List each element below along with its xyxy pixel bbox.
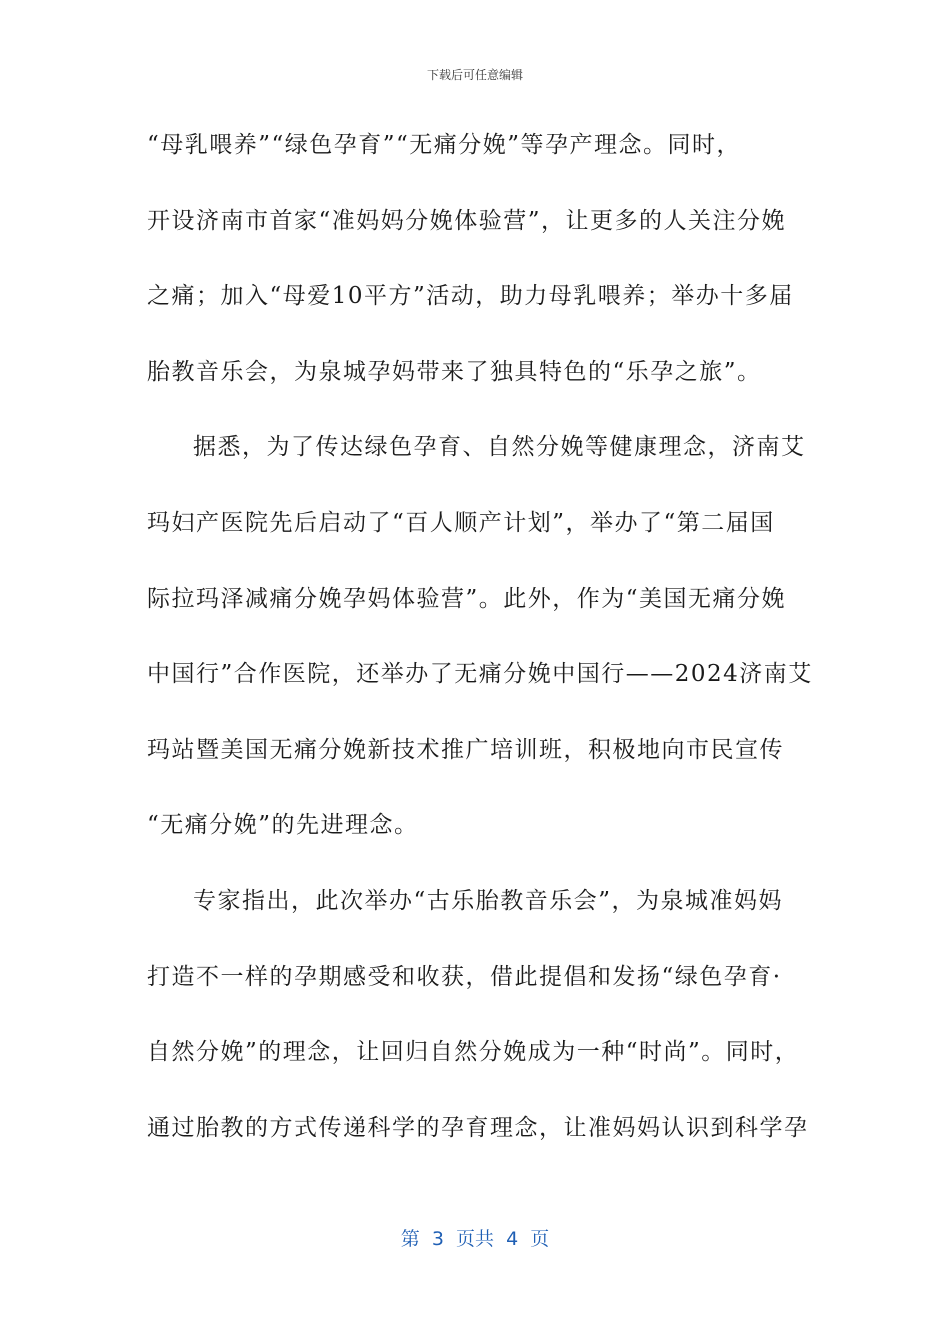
page-number-footer: 第 3 页共 4 页 [400,1228,550,1250]
text-line: 通过胎教的方式传递科学的孕育理念，让准妈妈认识到科学孕 [147,1114,809,1141]
paragraph-start-line: 据悉，为了传达绿色孕育、自然分娩等健康理念，济南艾 [193,434,806,461]
page-header: 下载后可任意编辑 [426,68,523,82]
text-line: “母乳喂养”“绿色孕育”“无痛分娩”等孕产理念。同时， [147,132,742,158]
text-line: 胎教音乐会，为泉城孕妈带来了独具特色的“乐孕之旅”。 [147,358,762,385]
text-line: 自然分娩”的理念，让回归自然分娩成为一种“时尚”。同时， [147,1039,800,1066]
text-line: 中国行”合作医院，还举办了无痛分娩中国行——2024济南艾 [147,661,813,688]
paragraph-start-line: 专家指出，此次举办“古乐胎教音乐会”，为泉城准妈妈 [193,887,784,914]
document-body [147,124,827,1182]
text-line: “无痛分娩”的先进理念。 [147,812,419,839]
text-line: 之痛；加入“母爱10平方”活动，助力母乳喂养；举办十多届 [147,283,794,310]
text-line: 开设济南市首家“准妈妈分娩体验营”，让更多的人关注分娩 [147,207,787,234]
text-line: 际拉玛泽减痛分娩孕妈体验营”。此外，作为“美国无痛分娩 [147,585,787,612]
text-line: 玛站暨美国无痛分娩新技术推广培训班，积极地向市民宣传 [147,736,784,763]
text-line: 玛妇产医院先后启动了“百人顺产计划”，举办了“第二届国 [147,509,775,536]
text-line: 打造不一样的孕期感受和收获，借此提倡和发扬“绿色孕育· [147,963,782,990]
